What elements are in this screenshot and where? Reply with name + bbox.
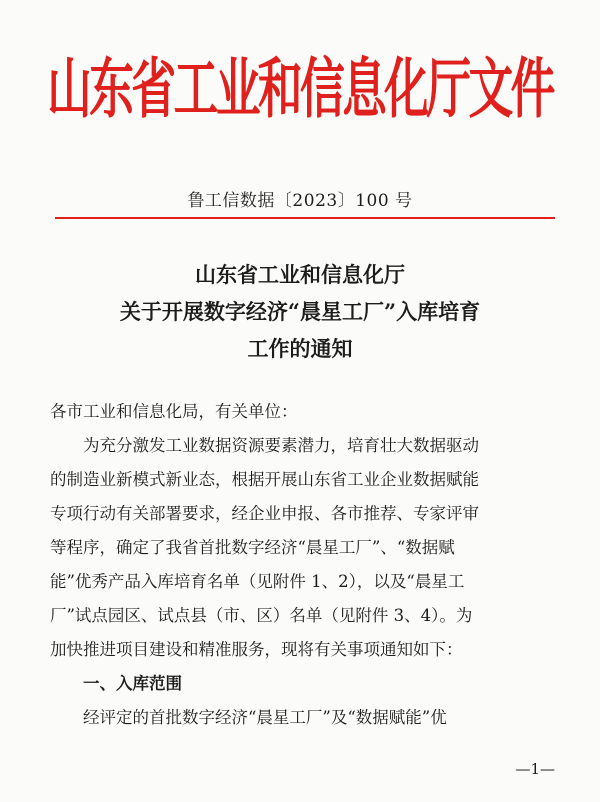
document-title: [0, 256, 600, 367]
paragraph-1-line-1: 为充分激发工业数据资源要素潜力，培育壮大数据驱动: [83, 436, 479, 455]
title-line-2: 关于开展数字经济“晨星工厂”入库培育: [119, 299, 481, 324]
section-1-heading: 一、入库范围: [83, 674, 182, 693]
paragraph-1-line-3: 专项行动有关部署要求，经企业申报、各市推荐、专家评审: [50, 504, 479, 523]
salutation: 各市工业和信息化局，有关单位：: [50, 402, 298, 421]
paragraph-1-line-4: 等程序，确定了我省首批数字经济“晨星工厂”、“数据赋: [50, 538, 455, 557]
document-number: 鲁工信数据〔2023〕100 号: [187, 191, 413, 211]
page-number: —1—: [515, 760, 555, 778]
title-line-1: 山东省工业和信息化厅: [195, 262, 405, 287]
title-line-3: 工作的通知: [247, 336, 353, 361]
issuer-title: 山东省工业和信息化厅文件: [47, 52, 553, 128]
paragraph-1-line-5: 能”优秀产品入库培育名单（见附件 1、2），以及“晨星工: [50, 572, 465, 591]
paragraph-1-line-2: 的制造业新模式新业态，根据开展山东省工业企业数据赋能: [50, 470, 479, 489]
paragraph-2-line-1: 经评定的首批数字经济“晨星工厂”及“数据赋能”优: [83, 708, 447, 727]
paragraph-1-line-6: 厂”试点园区、试点县（市、区）名单（见附件 3、4）。为: [50, 606, 473, 625]
paragraph-1-line-7: 加快推进项目建设和精准服务，现将有关事项通知如下：: [50, 640, 463, 659]
red-divider-line: [55, 217, 555, 219]
document-body: [50, 395, 550, 735]
